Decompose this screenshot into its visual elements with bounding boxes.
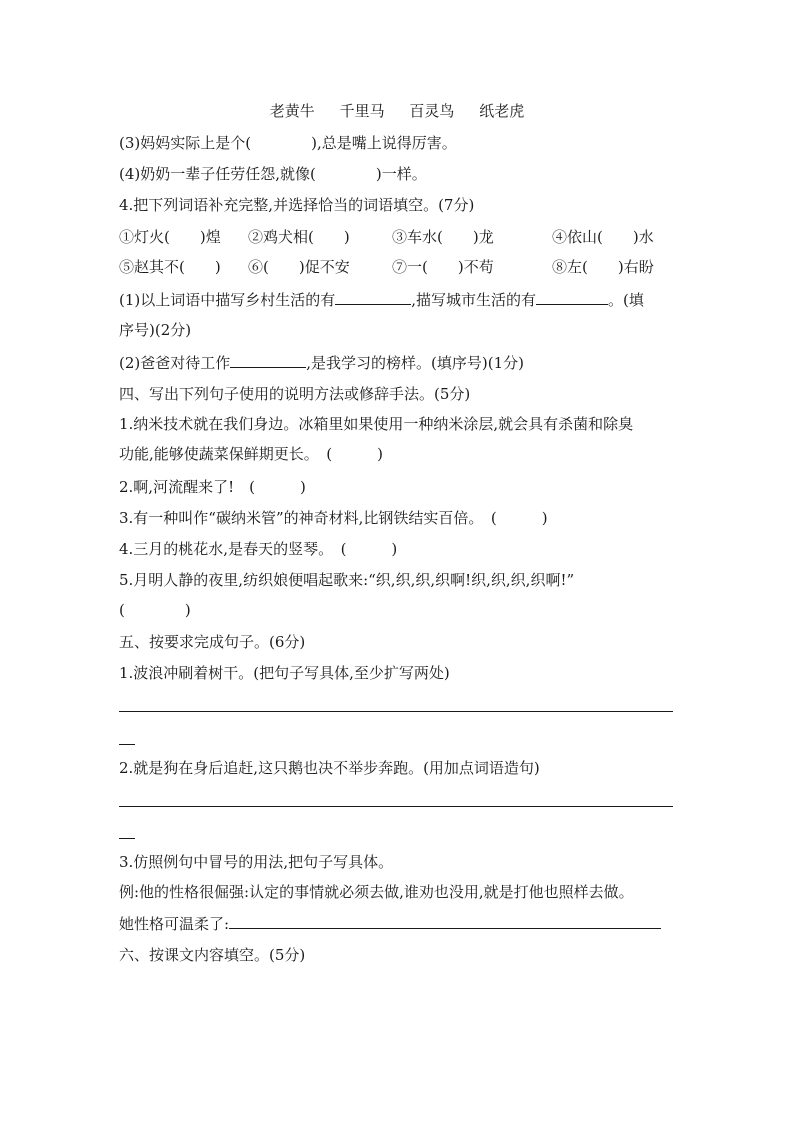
answer-line-end: [119, 838, 135, 839]
word-choice: 老黄牛: [269, 102, 315, 120]
sub-question-text: ,描写城市生活的有: [411, 291, 537, 309]
answer-blank[interactable]: [229, 914, 661, 929]
idiom-item: ③车水( )龙: [392, 228, 494, 246]
idiom-item: ②鸡犬相( ): [248, 228, 350, 246]
prompt-text: 她性格可温柔了:: [119, 915, 230, 933]
answer-line[interactable]: [119, 806, 673, 807]
answer-blank[interactable]: [335, 290, 411, 305]
idiom-item: ④依山( )水: [552, 228, 654, 246]
idiom-item: ⑥( )促不安: [248, 258, 350, 276]
section-5-item-3: 3.仿照例句中冒号的用法,把句子写具体。: [119, 853, 394, 871]
answer-line-end: [119, 744, 135, 745]
section-4-item-2: 2.啊,河流醒来了! ( ): [119, 478, 306, 496]
section-4-title: 四、写出下列句子使用的说明方法或修辞手法。(5分): [119, 385, 471, 403]
answer-blank[interactable]: [536, 290, 608, 305]
question-4-title: 4.把下列词语补充完整,并选择恰当的词语填空。(7分): [119, 196, 475, 214]
word-choice: 千里马: [339, 102, 385, 120]
question-4-sub-1: [119, 290, 644, 310]
sub-question-text: (1)以上词语中描写乡村生活的有: [119, 291, 336, 309]
idiom-item: ⑤赵其不( ): [119, 258, 221, 276]
answer-line[interactable]: [119, 711, 673, 712]
section-5-example: 例:他的性格很倔强:认定的事情就必须去做,谁劝也没用,就是打他也照样去做。: [119, 883, 634, 901]
sub-question-text: 。(填: [608, 291, 644, 309]
section-4-item-1-cont: 功能,能够使蔬菜保鲜期更长。 ( ): [119, 445, 383, 463]
section-4-item-5: 5.月明人静的夜里,纺织娘便唱起歌来:“织,织,织,织啊!织,织,织,织啊!”: [119, 571, 575, 589]
section-5-item-2: 2.就是狗在身后追赶,这只鹅也决不举步奔跑。(用加点词语造句): [119, 759, 540, 777]
sub-question-text: (2)爸爸对待工作: [119, 354, 231, 372]
section-4-item-1: 1.纳米技术就在我们身边。冰箱里如果使用一种纳米涂层,就会具有杀菌和除臭: [119, 415, 634, 433]
answer-blank[interactable]: [230, 353, 306, 368]
section-5-title: 五、按要求完成句子。(6分): [119, 633, 306, 651]
question-4-sub-1-cont: 序号)(2分): [119, 321, 192, 339]
word-choice: 百灵鸟: [409, 102, 455, 120]
word-choice: 纸老虎: [479, 102, 525, 120]
section-5-item-3-prompt: [119, 914, 661, 934]
section-4-item-3: 3.有一种叫作“碳纳米管”的神奇材料,比钢铁结实百倍。 ( ): [119, 509, 548, 527]
idiom-item: ⑧左( )右盼: [552, 258, 654, 276]
sub-question-text: ,是我学习的榜样。(填序号)(1分): [306, 354, 524, 372]
word-choices-row: [0, 101, 794, 121]
question-4-sub-2: [119, 353, 524, 373]
question-3-item-4: (4)奶奶一辈子任劳任怨,就像( )一样。: [119, 165, 427, 183]
section-4-item-5-cont: ( ): [119, 601, 191, 619]
question-3-item-3: (3)妈妈实际上是个( ),总是嘴上说得厉害。: [119, 134, 457, 152]
idiom-item: ⑦一( )不苟: [392, 258, 494, 276]
idiom-item: ①灯火( )煌: [119, 228, 221, 246]
section-4-item-4: 4.三月的桃花水,是春天的竖琴。 ( ): [119, 540, 398, 558]
section-5-item-1: 1.波浪冲刷着树干。(把句子写具体,至少扩写两处): [119, 664, 450, 682]
section-6-title: 六、按课文内容填空。(5分): [119, 946, 306, 964]
